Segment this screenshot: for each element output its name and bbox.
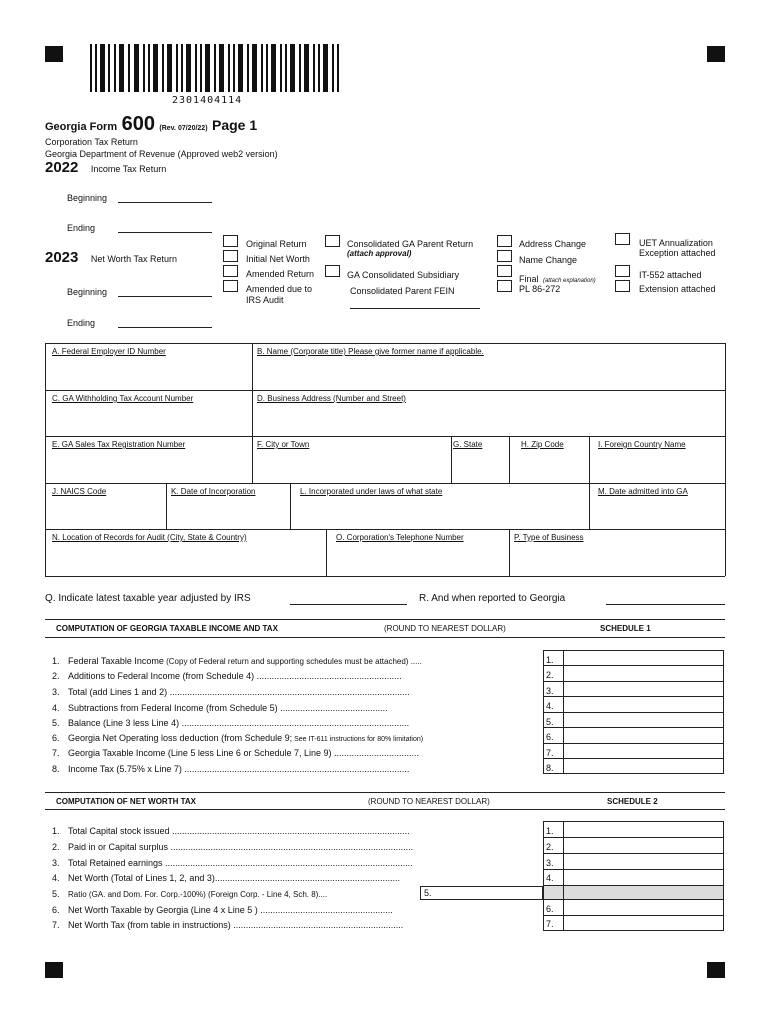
schedule2-line-1: 1. Total Capital stock issued ............................................................................................... xyxy=(52,826,410,836)
schedule2-line-4: 4. Net Worth (Total of Lines 1, 2, and 3).......................................................................... xyxy=(52,873,400,883)
field-g-label: G. State xyxy=(453,440,483,449)
irs-adjusted-year-field[interactable] xyxy=(290,604,407,605)
schedule1-box-2[interactable]: 2. xyxy=(546,670,554,680)
initial-net-worth-label: Initial Net Worth xyxy=(246,254,310,264)
schedule2-bottom-rule xyxy=(45,809,725,810)
irs-adjusted-year-label: Q. Indicate latest taxable year adjusted by IRS xyxy=(45,593,251,604)
schedule1-box-3[interactable]: 3. xyxy=(546,686,554,696)
extension-label: Extension attached xyxy=(639,284,716,294)
form-number: 600 xyxy=(121,113,155,135)
form-title xyxy=(45,113,257,136)
it-552-label: IT-552 attached xyxy=(639,270,702,280)
networth-year-row xyxy=(45,249,177,267)
field-i-label: I. Foreign Country Name xyxy=(598,440,686,449)
schedule1-line-7: 7. Georgia Taxable Income (Line 5 less Line 6 or Schedule 7, Line 9) .................................. xyxy=(52,748,420,758)
name-change-label: Name Change xyxy=(519,255,578,265)
schedule1-box-4[interactable]: 4. xyxy=(546,701,554,711)
field-o-label: O. Corporation's Telephone Number xyxy=(336,533,464,542)
schedule2-line-3: 3. Total Retained earnings ................................................................................................... xyxy=(52,858,413,868)
income-ending-label: Ending xyxy=(67,223,96,233)
form-subtitle-2: Georgia Department of Revenue (Approved web2 version) xyxy=(45,149,278,159)
uet-annualization-checkbox[interactable] xyxy=(615,233,630,245)
schedule2-box-6[interactable]: 6. xyxy=(546,904,554,914)
schedule1-box-5[interactable]: 5. xyxy=(546,717,554,727)
consolidated-parent-fein-label: Consolidated Parent FEIN xyxy=(350,286,455,296)
name-change-checkbox[interactable] xyxy=(497,250,512,262)
schedule2-title: COMPUTATION OF NET WORTH TAX xyxy=(56,797,196,806)
amended-return-checkbox[interactable] xyxy=(223,265,238,277)
page-label: Page 1 xyxy=(211,117,258,133)
schedule1-line-1: 1. Federal Taxable Income (Copy of Federal return and supporting schedules must be attached) ..... xyxy=(52,656,422,666)
networth-beginning-label: Beginning xyxy=(67,287,108,297)
barcode xyxy=(90,44,350,94)
field-e-label: E. GA Sales Tax Registration Number xyxy=(52,440,186,449)
field-m-label: M. Date admitted into GA xyxy=(598,487,688,496)
schedule1-line-8: 8. Income Tax (5.75% x Line 7) .......................................................................................... xyxy=(52,764,410,774)
form-revision: (Rev. 07/20/22) xyxy=(159,125,208,132)
schedule2-box-7[interactable]: 7. xyxy=(546,919,554,929)
field-l-label: L. Incorporated under laws of what state xyxy=(300,487,443,496)
uet-annualization-label-1: UET Annualization xyxy=(639,238,713,248)
schedule2-line-2: 2. Paid in or Capital surplus ................................................................................................. xyxy=(52,842,414,852)
consolidated-parent-fein-field[interactable] xyxy=(350,308,480,309)
schedule1-box-7[interactable]: 7. xyxy=(546,748,554,758)
field-a-label: A. Federal Employer ID Number xyxy=(52,347,166,356)
pl-86-272-label: PL 86-272 xyxy=(519,284,561,294)
schedule1-line-2: 2. Additions to Federal Income (from Schedule 4) .......................................................... xyxy=(52,671,402,681)
field-d-label: D. Business Address (Number and Street) xyxy=(257,394,406,403)
schedule1-title: COMPUTATION OF GEORGIA TAXABLE INCOME AND TAX xyxy=(56,624,278,633)
consolidated-ga-parent-label: Consolidated GA Parent Return xyxy=(347,239,474,249)
form-subtitle-1: Corporation Tax Return xyxy=(45,137,138,147)
field-h-label: H. Zip Code xyxy=(521,440,564,449)
ga-consolidated-subsidiary-checkbox[interactable] xyxy=(325,265,340,277)
income-tax-year-row xyxy=(45,159,166,177)
uet-annualization-label-2: Exception attached xyxy=(639,248,716,258)
schedule1-line-5: 5. Balance (Line 3 less Line 4) ........................................................................................... xyxy=(52,718,410,728)
income-ending-field[interactable] xyxy=(118,232,212,233)
networth-label: Net Worth Tax Return xyxy=(90,254,178,264)
schedule2-line-7: 7. Net Worth Tax (from table in instructions) .................................................................... xyxy=(52,920,404,930)
final-label-main: Final xyxy=(519,274,539,284)
attach-approval-note: (attach approval) xyxy=(347,249,412,258)
schedule2-box-2[interactable]: 2. xyxy=(546,842,554,852)
schedule2-box-1[interactable]: 1. xyxy=(546,826,554,836)
original-return-checkbox[interactable] xyxy=(223,235,238,247)
schedule1-top-rule xyxy=(45,619,725,620)
reported-to-georgia-label: R. And when reported to Georgia xyxy=(419,593,566,604)
registration-mark-bottom-right xyxy=(707,962,725,978)
schedule2-line-5: 5. Ratio (GA. and Dom. For. Corp.-100%) (Foreign Corp. - Line 4, Sch. 8).... xyxy=(52,889,328,899)
field-j-label: J. NAICS Code xyxy=(52,487,107,496)
ga-consolidated-subsidiary-label: GA Consolidated Subsidiary xyxy=(347,270,460,280)
schedule1-box-8[interactable]: 8. xyxy=(546,763,554,773)
amended-return-label: Amended Return xyxy=(246,269,315,279)
schedule1-box-6[interactable]: 6. xyxy=(546,732,554,742)
barcode-number: 2301404114 xyxy=(172,95,243,106)
schedule1-line-4: 4. Subtractions from Federal Income (from Schedule 5) ........................................... xyxy=(52,703,388,713)
schedule2-round-note: (ROUND TO NEAREST DOLLAR) xyxy=(368,797,490,806)
registration-mark-top-right xyxy=(707,46,725,62)
schedule1-line-6: 6. Georgia Net Operating loss deduction (from Schedule 9; See IT-611 instructions for 80% limitation) xyxy=(52,733,424,743)
initial-net-worth-checkbox[interactable] xyxy=(223,250,238,262)
consolidated-ga-parent-checkbox[interactable] xyxy=(325,235,340,247)
income-beginning-label: Beginning xyxy=(67,193,108,203)
amended-irs-audit-checkbox[interactable] xyxy=(223,280,238,292)
schedule1-line-3: 3. Total (add Lines 1 and 2) ................................................................................................ xyxy=(52,687,410,697)
schedule1-label: SCHEDULE 1 xyxy=(600,624,651,633)
reported-to-georgia-field[interactable] xyxy=(606,604,725,605)
schedule1-bottom-rule xyxy=(45,637,725,638)
field-p-label: P. Type of Business xyxy=(514,533,584,542)
registration-mark-top-left xyxy=(45,46,63,62)
schedule2-shaded-row xyxy=(544,885,723,899)
schedule2-label: SCHEDULE 2 xyxy=(607,797,658,806)
networth-beginning-field[interactable] xyxy=(118,296,212,297)
address-change-label: Address Change xyxy=(519,239,587,249)
schedule2-line-6: 6. Net Worth Taxable by Georgia (Line 4 x Line 5 ) ..................................................... xyxy=(52,905,393,915)
amended-irs-audit-label-2: IRS Audit xyxy=(246,295,284,305)
networth-ending-label: Ending xyxy=(67,318,96,328)
ratio-entry-box[interactable] xyxy=(420,886,543,900)
form-prefix: Georgia Form xyxy=(45,121,118,133)
address-change-checkbox[interactable] xyxy=(497,235,512,247)
final-label-note: (attach explanation) xyxy=(542,278,596,284)
schedule1-round-note: (ROUND TO NEAREST DOLLAR) xyxy=(384,624,506,633)
networth-year: 2023 xyxy=(45,249,79,266)
schedule2-top-rule xyxy=(45,792,725,793)
pl-86-272-checkbox[interactable] xyxy=(497,280,512,292)
final-return-checkbox[interactable] xyxy=(497,265,512,277)
extension-checkbox[interactable] xyxy=(615,280,630,292)
it-552-checkbox[interactable] xyxy=(615,265,630,277)
registration-mark-bottom-left xyxy=(45,962,63,978)
ratio-box-label: 5. xyxy=(424,888,432,898)
field-c-label: C. GA Withholding Tax Account Number xyxy=(52,394,194,403)
income-beginning-field[interactable] xyxy=(118,202,212,203)
schedule2-box-4[interactable]: 4. xyxy=(546,873,554,883)
field-b-label: B. Name (Corporate title) Please give former name if applicable. xyxy=(257,347,484,356)
field-n-label: N. Location of Records for Audit (City, State & Country) xyxy=(52,533,247,542)
schedule2-box-3[interactable]: 3. xyxy=(546,858,554,868)
income-tax-year: 2022 xyxy=(45,159,79,176)
original-return-label: Original Return xyxy=(246,239,307,249)
networth-ending-field[interactable] xyxy=(118,327,212,328)
field-f-label: F. City or Town xyxy=(257,440,310,449)
income-tax-label: Income Tax Return xyxy=(90,164,167,174)
amended-irs-audit-label-1: Amended due to xyxy=(246,284,313,294)
field-k-label: K. Date of Incorporation xyxy=(171,487,256,496)
schedule1-box-1[interactable]: 1. xyxy=(546,655,554,665)
